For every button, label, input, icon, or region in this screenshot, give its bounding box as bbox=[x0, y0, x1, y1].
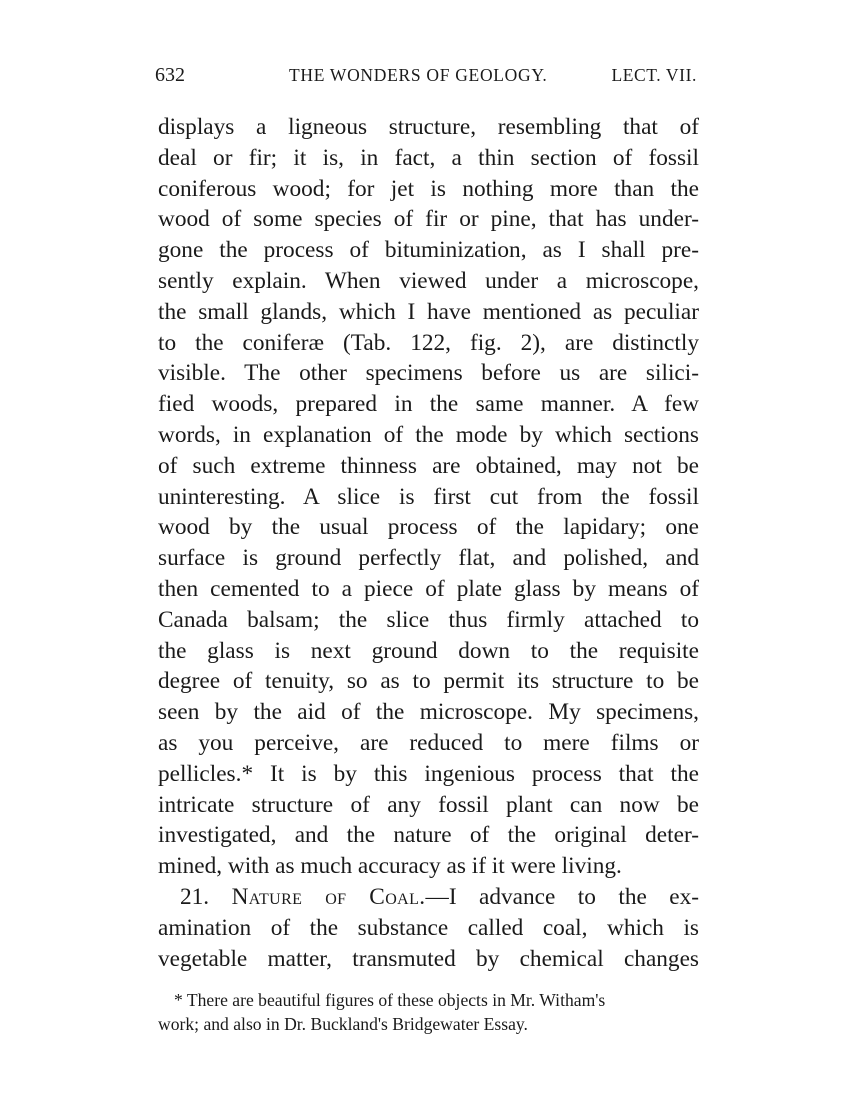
text-line: the small glands, which I have mentioned as peculiar bbox=[158, 298, 699, 325]
text-line: then cemented to a piece of plate glass by means of bbox=[158, 575, 699, 602]
text-line: surface is ground perfectly flat, and polished, and bbox=[158, 545, 699, 572]
text-line: fied woods, prepared in the same manner. A few bbox=[158, 391, 699, 418]
text-line: sently explain. When viewed under a microscope, bbox=[158, 267, 699, 294]
text-line: deal or fir; it is, in fact, a thin section of fossil bbox=[158, 144, 699, 171]
text-line: coniferous wood; for jet is nothing more than the bbox=[158, 175, 699, 202]
text-line: degree of tenuity, so as to permit its structure to be bbox=[158, 668, 699, 695]
text-line: to the coniferæ (Tab. 122, fig. 2), are distinctly bbox=[158, 329, 699, 356]
text-line: amination of the substance called coal, which is bbox=[158, 914, 699, 941]
section-heading-line bbox=[158, 882, 699, 913]
text-line: Canada balsam; the slice thus firmly attached to bbox=[158, 606, 699, 633]
running-title: THE WONDERS OF GEOLOGY. bbox=[289, 65, 548, 85]
text-line: vegetable matter, transmuted by chemical changes bbox=[158, 945, 699, 972]
section-lead-text: —I advance to the ex- bbox=[425, 883, 699, 910]
text-line: the glass is next ground down to the requisite bbox=[158, 637, 699, 664]
footnote bbox=[158, 988, 699, 1036]
body-text bbox=[158, 112, 699, 974]
text-line: mined, with as much accuracy as if it were living. bbox=[158, 853, 622, 880]
text-line: visible. The other specimens before us are silici- bbox=[158, 360, 699, 387]
text-line: wood by the usual process of the lapidary; one bbox=[158, 514, 699, 541]
footnote-line: work; and also in Dr. Buckland's Bridgewater Essay. bbox=[158, 1014, 528, 1034]
text-line: wood of some species of fir or pine, that has under- bbox=[158, 206, 699, 233]
lecture-label: LECT. VII. bbox=[611, 65, 697, 85]
footnote-line: * There are beautiful figures of these objects in Mr. Witham's bbox=[174, 990, 606, 1010]
text-line: words, in explanation of the mode by which sections bbox=[158, 421, 699, 448]
text-line: as you perceive, are reduced to mere films or bbox=[158, 729, 699, 756]
text-line: investigated, and the nature of the original deter- bbox=[158, 822, 699, 849]
text-line: pellicles.* It is by this ingenious process that the bbox=[158, 760, 699, 787]
section-heading: Nature of Coal. bbox=[231, 883, 426, 910]
running-header bbox=[155, 64, 697, 94]
text-line: seen by the aid of the microscope. My specimens, bbox=[158, 699, 699, 726]
section-number: 21. bbox=[180, 883, 210, 910]
page-number: 632 bbox=[155, 64, 185, 86]
text-line: of such extreme thinness are obtained, may not be bbox=[158, 452, 699, 479]
text-line: intricate structure of any fossil plant can now be bbox=[158, 791, 699, 818]
text-line: gone the process of bituminization, as I shall pre- bbox=[158, 237, 699, 264]
text-line: displays a ligneous structure, resembling that of bbox=[158, 114, 699, 140]
text-line: uninteresting. A slice is first cut from the fossil bbox=[158, 483, 699, 510]
